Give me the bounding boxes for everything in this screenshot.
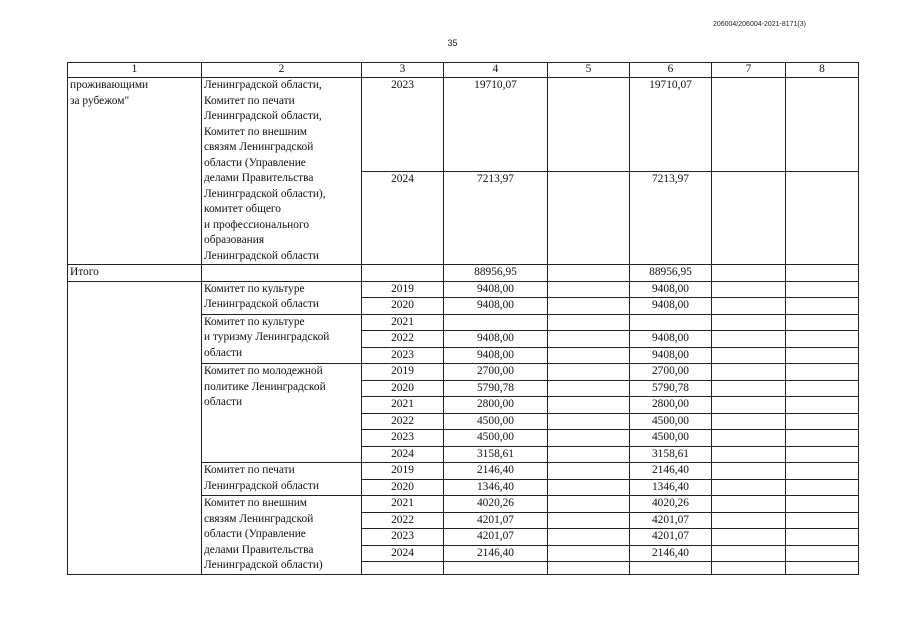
year-cell: 2020 — [362, 298, 444, 315]
empty-cell — [548, 265, 630, 282]
year-cell: 2022 — [362, 331, 444, 348]
executor-line: связям Ленинградской — [204, 141, 314, 153]
empty-cell — [712, 446, 786, 463]
column-header: 3 — [362, 63, 444, 78]
empty-cell — [786, 331, 859, 348]
executor-line: Комитет по внешним — [204, 497, 308, 509]
executor-line: Комитет по культуре — [204, 282, 305, 295]
column-header: 5 — [548, 63, 630, 78]
amount-cell: 2800,00 — [630, 397, 712, 414]
amount-cell: 9408,00 — [630, 331, 712, 348]
empty-cell — [548, 545, 630, 562]
empty-cell — [630, 562, 712, 575]
amount-cell: 4201,07 — [444, 529, 548, 546]
year-cell: 2019 — [362, 364, 444, 381]
amount-cell: 9408,00 — [444, 281, 548, 298]
empty-cell — [712, 463, 786, 480]
empty-cell — [786, 512, 859, 529]
amount-cell: 1346,40 — [444, 479, 548, 496]
empty-cell — [548, 512, 630, 529]
empty-cell — [202, 265, 362, 282]
empty-cell — [444, 562, 548, 575]
empty-cell — [786, 171, 859, 265]
amount-cell: 4201,07 — [630, 512, 712, 529]
empty-cell — [712, 298, 786, 315]
amount-cell: 4500,00 — [630, 430, 712, 447]
year-cell: 2024 — [362, 171, 444, 265]
empty-cell — [786, 479, 859, 496]
program-name-line: за рубежом" — [70, 94, 130, 107]
amount-cell: 2800,00 — [444, 397, 548, 414]
table-body — [68, 63, 859, 575]
executor-line: Ленинградской области — [204, 298, 319, 310]
empty-cell — [548, 281, 630, 298]
amount-cell: 4500,00 — [444, 430, 548, 447]
empty-cell — [712, 171, 786, 265]
empty-cell — [786, 314, 859, 331]
empty-cell — [362, 265, 444, 282]
amount-cell: 3158,61 — [630, 446, 712, 463]
executor-line: Ленинградской области, — [204, 110, 322, 122]
empty-cell — [712, 265, 786, 282]
year-cell: 2020 — [362, 380, 444, 397]
empty-cell — [712, 314, 786, 331]
column-header: 6 — [630, 63, 712, 78]
amount-cell: 2700,00 — [630, 364, 712, 381]
executor-line: делами Правительства — [204, 172, 314, 184]
empty-cell — [712, 430, 786, 447]
executor-cell — [202, 314, 362, 364]
empty-cell — [786, 281, 859, 298]
amount-cell: 2700,00 — [444, 364, 548, 381]
executor-cell — [202, 496, 362, 575]
executor-line: Ленинградской области, — [204, 79, 322, 91]
executor-line: области — [204, 396, 243, 408]
executor-line: связям Ленинградской — [204, 512, 314, 525]
executor-line: Комитет по печати — [204, 464, 295, 476]
amount-cell: 5790,78 — [444, 380, 548, 397]
amount-cell: 9408,00 — [444, 298, 548, 315]
executor-cell — [202, 281, 362, 314]
column-header: 1 — [68, 63, 202, 78]
amount-cell: 9408,00 — [444, 347, 548, 364]
column-header: 8 — [786, 63, 859, 78]
year-cell: 2023 — [362, 430, 444, 447]
year-cell: 2019 — [362, 281, 444, 298]
table-row — [68, 281, 859, 298]
empty-cell — [548, 331, 630, 348]
year-cell: 2022 — [362, 512, 444, 529]
empty-cell — [548, 78, 630, 172]
empty-cell — [712, 397, 786, 414]
amount-cell: 5790,78 — [630, 380, 712, 397]
empty-cell — [786, 78, 859, 172]
executor-line: образования — [204, 234, 265, 246]
year-cell: 2020 — [362, 479, 444, 496]
executor-cell — [202, 78, 362, 265]
amount-cell: 4020,26 — [630, 496, 712, 513]
executor-line: Комитет по печати — [204, 94, 295, 107]
column-header: 7 — [712, 63, 786, 78]
amount-cell: 4201,07 — [630, 529, 712, 546]
empty-cell — [548, 446, 630, 463]
empty-cell — [712, 562, 786, 575]
year-cell: 2021 — [362, 397, 444, 414]
budget-table — [67, 62, 859, 575]
empty-cell — [786, 562, 859, 575]
executor-line: Ленинградской области) — [204, 559, 323, 571]
empty-cell — [548, 397, 630, 414]
header-row — [68, 63, 859, 78]
empty-cell — [786, 413, 859, 430]
document-id: 206004/206004-2021-8171(3) — [712, 21, 806, 28]
executor-line: комитет общего — [204, 203, 281, 215]
empty-cell — [786, 265, 859, 282]
total-amount-cell: 88956,95 — [444, 265, 548, 282]
executor-line: Ленинградской области — [204, 249, 319, 262]
amount-cell: 9408,00 — [630, 347, 712, 364]
empty-cell — [712, 479, 786, 496]
executor-line: политике Ленинградской — [204, 380, 326, 393]
empty-cell — [548, 171, 630, 265]
empty-cell — [548, 496, 630, 513]
empty-cell — [786, 529, 859, 546]
executor-line: Комитет по внешним — [204, 125, 308, 138]
year-cell: 2021 — [362, 496, 444, 513]
executor-cell — [202, 364, 362, 463]
amount-cell: 1346,40 — [630, 479, 712, 496]
year-cell: 2023 — [362, 529, 444, 546]
empty-cell — [548, 314, 630, 331]
year-cell: 2024 — [362, 446, 444, 463]
column-header: 4 — [444, 63, 548, 78]
empty-cell — [786, 397, 859, 414]
executor-line: Ленинградской области), — [204, 187, 326, 200]
empty-cell — [548, 347, 630, 364]
empty-cell — [548, 298, 630, 315]
empty-cell — [786, 364, 859, 381]
total-label: Итого — [68, 265, 202, 282]
empty-cell — [712, 364, 786, 381]
executor-line: области (Управление — [204, 156, 306, 169]
executor-line: Ленинградской области — [204, 479, 319, 492]
amount-cell: 4500,00 — [630, 413, 712, 430]
amount-cell: 3158,61 — [444, 446, 548, 463]
empty-cell — [712, 496, 786, 513]
executor-line: Комитет по культуре — [204, 315, 305, 328]
total-row — [68, 265, 859, 282]
empty-cell — [548, 463, 630, 480]
program-name-cell — [68, 281, 202, 575]
executor-line: и туризму Ленинградской — [204, 331, 330, 343]
empty-cell — [712, 545, 786, 562]
empty-cell — [548, 562, 630, 575]
year-cell: 2023 — [362, 78, 444, 172]
year-cell: 2024 — [362, 545, 444, 562]
amount-cell: 9408,00 — [630, 281, 712, 298]
empty-cell — [548, 479, 630, 496]
year-cell: 2021 — [362, 314, 444, 331]
program-name-cell — [68, 78, 202, 265]
empty-cell — [548, 430, 630, 447]
amount-cell — [630, 314, 712, 331]
amount-cell: 4201,07 — [444, 512, 548, 529]
amount-cell: 2146,40 — [630, 463, 712, 480]
empty-cell — [548, 413, 630, 430]
executor-cell — [202, 463, 362, 496]
executor-line: Комитет по молодежной — [204, 365, 323, 377]
executor-line: делами Правительства — [204, 543, 314, 556]
table-row — [68, 78, 859, 172]
empty-cell — [548, 380, 630, 397]
empty-cell — [712, 78, 786, 172]
empty-cell — [786, 298, 859, 315]
empty-cell — [362, 562, 444, 575]
empty-cell — [548, 529, 630, 546]
amount-cell: 9408,00 — [630, 298, 712, 315]
empty-cell — [786, 463, 859, 480]
empty-cell — [712, 529, 786, 546]
empty-cell — [786, 347, 859, 364]
executor-line: и профессионального — [204, 218, 310, 231]
amount-cell: 4020,26 — [444, 496, 548, 513]
empty-cell — [712, 512, 786, 529]
empty-cell — [712, 380, 786, 397]
amount-cell: 2146,40 — [444, 463, 548, 480]
amount-cell: 7213,97 — [630, 171, 712, 265]
amount-cell: 2146,40 — [444, 545, 548, 562]
year-cell: 2022 — [362, 413, 444, 430]
empty-cell — [712, 281, 786, 298]
amount-cell: 7213,97 — [444, 171, 548, 265]
empty-cell — [712, 413, 786, 430]
amount-cell: 9408,00 — [444, 331, 548, 348]
empty-cell — [786, 446, 859, 463]
empty-cell — [786, 545, 859, 562]
empty-cell — [786, 430, 859, 447]
program-name-line: проживающими — [70, 79, 149, 91]
page-number: 35 — [447, 38, 458, 48]
executor-line: области (Управление — [204, 528, 306, 540]
empty-cell — [786, 380, 859, 397]
empty-cell — [712, 347, 786, 364]
amount-cell — [444, 314, 548, 331]
amount-cell: 4500,00 — [444, 413, 548, 430]
executor-line: области — [204, 346, 243, 359]
year-cell: 2019 — [362, 463, 444, 480]
empty-cell — [548, 364, 630, 381]
amount-cell: 19710,07 — [444, 78, 548, 172]
amount-cell: 2146,40 — [630, 545, 712, 562]
amount-cell: 19710,07 — [630, 78, 712, 172]
column-header: 2 — [202, 63, 362, 78]
total-amount-cell: 88956,95 — [630, 265, 712, 282]
empty-cell — [786, 496, 859, 513]
empty-cell — [712, 331, 786, 348]
year-cell: 2023 — [362, 347, 444, 364]
